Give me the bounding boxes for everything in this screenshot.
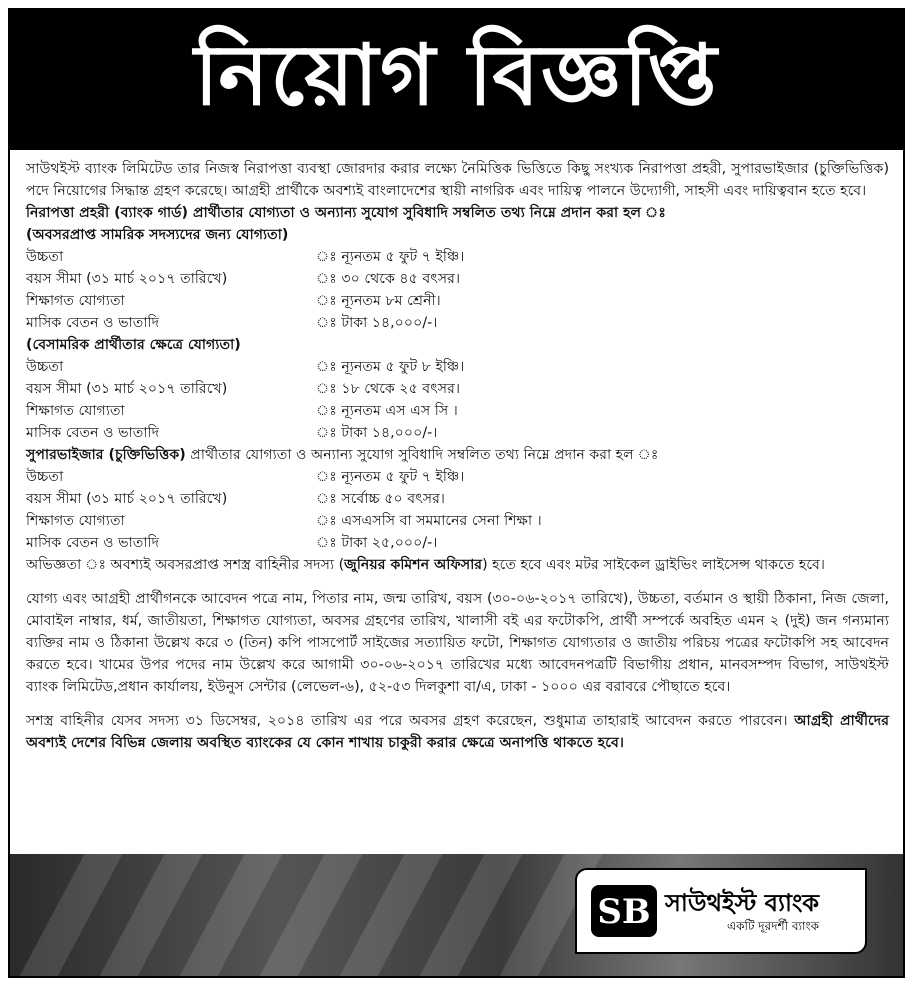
closing-paragraph: [26, 710, 889, 754]
row-value: ঃ ন্যূনতম ৫ ফুট ৭ ইঞ্চি।: [316, 249, 465, 265]
footer-band: [10, 854, 903, 976]
row-label: মাসিক বেতন ও ভাতাদি: [26, 535, 160, 551]
row-label: উচ্চতা: [26, 469, 64, 485]
row-label: মাসিক বেতন ও ভাতাদি: [26, 315, 160, 331]
table-row: [26, 532, 889, 554]
experience-line: [26, 554, 889, 576]
row-value: ঃ ৩০ থেকে ৪৫ বৎসর।: [316, 271, 461, 287]
civilian-heading: (বেসামরিক প্রার্থীতার ক্ষেত্রে যোগ্যতা): [26, 337, 241, 353]
row-label: মাসিক বেতন ও ভাতাদি: [26, 425, 160, 441]
notice-body: [10, 150, 903, 754]
experience-tail: ) হতে হবে এবং মটর সাইকেল ড্রাইভিং লাইসেন্স থাকতে হবে।: [482, 557, 826, 573]
row-value: ঃ সর্বোচ্চ ৫০ বৎসর।: [316, 491, 446, 507]
row-label: শিক্ষাগত যোগ্যতা: [26, 403, 125, 419]
table-row: [26, 488, 889, 510]
row-label: শিক্ষাগত যোগ্যতা: [26, 293, 125, 309]
page-title: নিয়োগ বিজ্ঞপ্তি: [194, 25, 719, 124]
table-row: [26, 422, 889, 444]
experience-rank: জুনিয়র কমিশন অফিসার: [344, 557, 483, 573]
row-value: ঃ এসএসসি বা সমমানের সেনা শিক্ষা ।: [316, 513, 542, 529]
supervisor-heading-rest: প্রার্থীতার যোগ্যতা ও অন্যান্য সুযোগ সুবিধাদি সম্বলিত তথ্য নিম্নে প্রদান করা হল ঃ: [185, 447, 659, 463]
supervisor-table: [26, 466, 889, 554]
bank-logo-icon: [591, 885, 657, 937]
guard-heading: নিরাপত্তা প্রহরী (ব্যাংক গার্ড) প্রার্থীতার যোগ্যতা ও অন্যান্য সুযোগ সুবিধাদি সম্বলিত তথ্য নিম্নে প্রদান করা হল ঃ: [26, 205, 666, 221]
logo-mark-text: SB: [597, 892, 651, 932]
retired-table: [26, 246, 889, 334]
table-row: [26, 378, 889, 400]
table-row: [26, 290, 889, 312]
row-label: উচ্চতা: [26, 359, 64, 375]
header-banner: [10, 10, 903, 150]
row-label: বয়স সীমা (৩১ মার্চ ২০১৭ তারিখে): [26, 491, 228, 507]
table-row: [26, 312, 889, 334]
intro-paragraph: সাউথইস্ট ব্যাংক লিমিটেড তার নিজস্ব নিরাপত্তা ব্যবস্থা জোরদার করার লক্ষ্যে নৈমিত্তিক ভিত্তিতে কিছু সংখ্যক নিরাপত্তা প্রহরী, সুপারভাইজার (চুক্তিভিত্তিক) পদে নিয়োগের সিদ্ধান্ত গ্রহণ করেছে। আগ্রহী প্রার্থীকে অবশ্যই বাংলাদেশের স্থায়ী নাগরিক এবং দায়িত্ব পালনে উদ্যোগী, সাহসী এবং দায়িত্ববান হতে হবে।: [26, 161, 889, 199]
logo-text: [665, 888, 819, 934]
row-value: ঃ টাকা ২৫,০০০/-।: [316, 535, 438, 551]
row-value: ঃ ন্যূনতম ৫ ফুট ৮ ইঞ্চি।: [316, 359, 465, 375]
row-label: উচ্চতা: [26, 249, 64, 265]
row-value: ঃ টাকা ১৪,০০০/-।: [316, 425, 438, 441]
row-value: ঃ ন্যূনতম ৫ ফুট ৭ ইঞ্চি।: [316, 469, 465, 485]
row-label: বয়স সীমা (৩১ মার্চ ২০১৭ তারিখে): [26, 271, 228, 287]
closing-bold: আগ্রহী প্রার্থীদের অবশ্যই দেশের বিভিন্ন জেলায় অবস্থিত ব্যাংকের যে কোন শাখায় চাকুরী করার ক্ষেত্রে অনাপত্তি থাকতে হবে।: [26, 713, 889, 751]
supervisor-heading: [26, 444, 889, 466]
retired-heading: (অবসরপ্রাপ্ত সামরিক সদস্যদের জন্য যোগ্যতা): [26, 227, 289, 243]
table-row: [26, 246, 889, 268]
application-paragraph: যোগ্য এবং আগ্রহী প্রার্থীগনকে আবেদন পত্রে নাম, পিতার নাম, জন্ম তারিখ, বয়স (৩০-০৬-২০১৭ তারিখে), উচ্চতা, বর্তমান ও স্থায়ী ঠিকানা, নিজ জেলা, মোবাইল নাম্বার, ধর্ম, জাতীয়তা, শিক্ষাগত যোগ্যতা, অবসর গ্রহণের তারিখ, খালাসী বই এর ফটোকপি, প্রার্থী সম্পর্কে অবহিত এমন ২ (দুই) জন গন্যমান্য ব্যক্তির নাম ও ঠিকানা উল্লেখ করে ৩ (তিন) কপি পাসপোর্ট সাইজের সত্যায়িত ফটো, শিক্ষাগত যোগ্যতার ও জাতীয় পরিচয় পত্রের ফটোকপি সহ আবেদন করতে হবে। খামের উপর পদের নাম উল্লেখ করে আগামী ৩০-০৬-২০১৭ তারিখের মধ্যে আবেদনপত্রটি বিভাগীয় প্রধান, মানবসম্পদ বিভাগ, সাউথইস্ট ব্যাংক লিমিটেড,প্রধান কার্যালয়, ইউনুস সেন্টার (লেভেল-৬), ৫২-৫৩ দিলকুশা বা/এ, ঢাকা - ১০০০ এর বরাবরে পৌছাতে হবে।: [26, 591, 889, 695]
advertisement: [8, 8, 905, 978]
row-value: ঃ ন্যূনতম ৮ম শ্রেনী।: [316, 293, 441, 309]
table-row: [26, 510, 889, 532]
row-label: শিক্ষাগত যোগ্যতা: [26, 513, 125, 529]
civilian-table: [26, 356, 889, 444]
row-value: ঃ টাকা ১৪,০০০/-।: [316, 315, 438, 331]
closing-normal: সশস্ত্র বাহিনীর যেসব সদস্য ৩১ ডিসেম্বর, ২০১৪ তারিখ এর পরে অবসর গ্রহণ করেছেন, শুধুমাত্র তাহারাই আবেদন করতে পারবেন।: [26, 713, 795, 729]
table-row: [26, 400, 889, 422]
row-value: ঃ ১৮ থেকে ২৫ বৎসর।: [316, 381, 461, 397]
bank-slogan: একটি দূরদর্শী ব্যাংক: [727, 919, 820, 933]
row-value: ঃ ন্যূনতম এস এস সি ।: [316, 403, 458, 419]
table-row: [26, 356, 889, 378]
row-label: বয়স সীমা (৩১ মার্চ ২০১৭ তারিখে): [26, 381, 228, 397]
table-row: [26, 268, 889, 290]
supervisor-title: সুপারভাইজার (চুক্তিভিত্তিক): [26, 447, 186, 463]
bank-logo: [575, 868, 867, 954]
table-row: [26, 466, 889, 488]
bank-name: সাউথইস্ট ব্যাংক: [665, 889, 820, 917]
experience-lead: অভিজ্ঞতা ঃ অবশ্যই অবসরপ্রাপ্ত সশস্ত্র বাহিনীর সদস্য (: [26, 557, 345, 573]
